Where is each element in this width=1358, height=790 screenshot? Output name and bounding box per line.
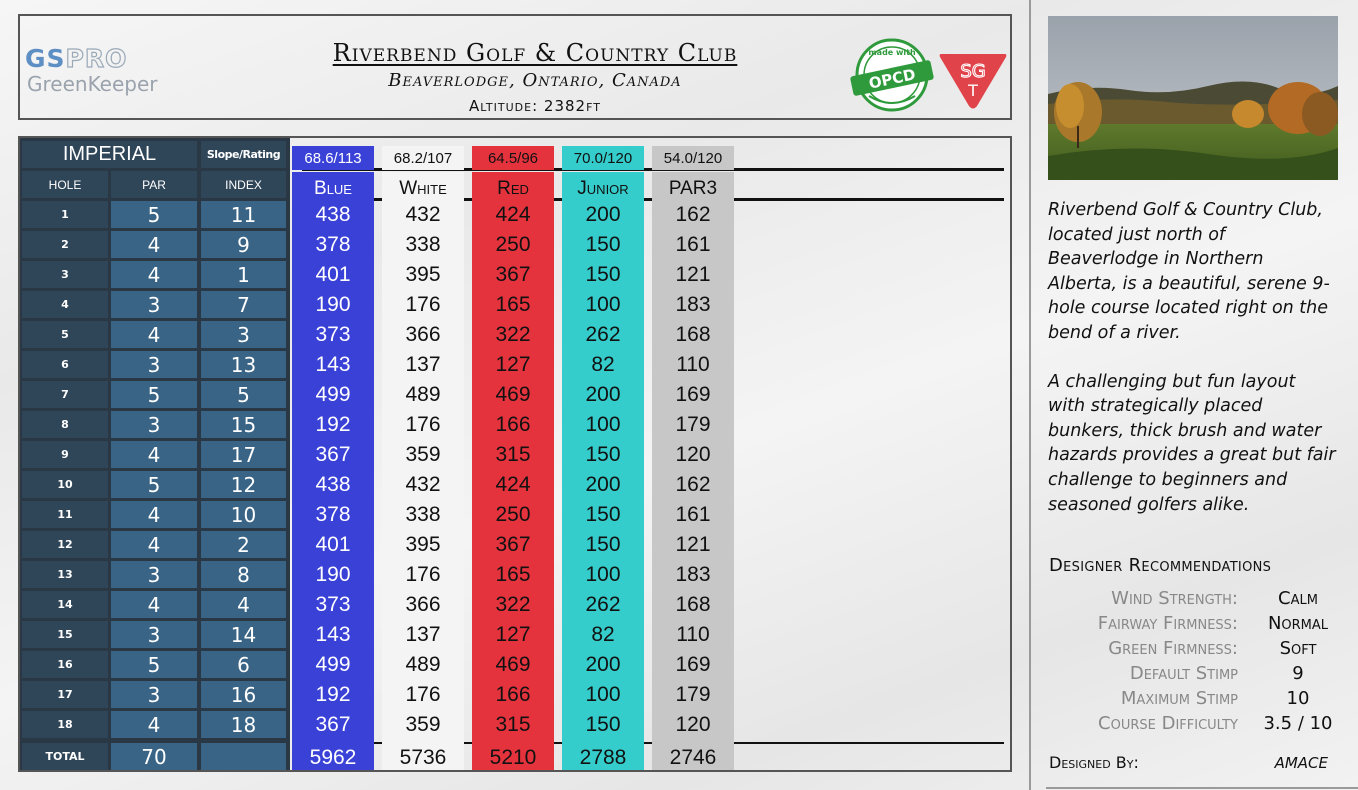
hole-index: 16 bbox=[201, 681, 286, 708]
recommendations-title: Designer Recommendations bbox=[1049, 555, 1272, 576]
tee-yardage: 366 bbox=[405, 323, 441, 346]
tee-yardage: 143 bbox=[315, 353, 351, 376]
tee-yardage: 262 bbox=[585, 323, 621, 346]
tee-yardage: 110 bbox=[676, 353, 710, 376]
hole-number: 9 bbox=[22, 441, 108, 468]
tee-rating: 64.5/96 bbox=[472, 146, 554, 170]
tee-yardage: 137 bbox=[405, 353, 441, 376]
tee-yardage: 168 bbox=[675, 593, 711, 616]
tee-yardage: 169 bbox=[675, 653, 711, 676]
tee-yardage: 161 bbox=[675, 233, 711, 256]
tee-yardage: 82 bbox=[591, 623, 615, 646]
gspro-logo-gs: GS bbox=[25, 44, 66, 73]
sgt-logo-t: T bbox=[968, 81, 978, 100]
tee-yardage: 192 bbox=[315, 683, 351, 706]
hole-number: 2 bbox=[22, 231, 108, 258]
hole-par: 4 bbox=[111, 591, 197, 618]
tee-yardage: 373 bbox=[315, 323, 351, 346]
hole-par: 5 bbox=[111, 651, 197, 678]
tee-yardage: 192 bbox=[315, 413, 351, 436]
hole-par: 5 bbox=[111, 381, 197, 408]
tee-yardage: 190 bbox=[315, 293, 351, 316]
hole-number: 12 bbox=[22, 531, 108, 558]
tee-yardage: 100 bbox=[585, 563, 621, 586]
tee-yardage: 250 bbox=[495, 503, 531, 526]
hole-index: 12 bbox=[201, 471, 286, 498]
hole-header: HOLE bbox=[22, 171, 108, 198]
recommendation-row bbox=[1040, 713, 1350, 738]
hole-number: 16 bbox=[22, 651, 108, 678]
index-header: INDEX bbox=[201, 171, 286, 198]
tee-name: PAR3 bbox=[668, 178, 718, 199]
recommendation-row bbox=[1040, 638, 1350, 663]
tee-yardage: 190 bbox=[315, 563, 351, 586]
tee-yardage: 367 bbox=[315, 443, 351, 466]
tee-yardage: 338 bbox=[405, 233, 441, 256]
tee-name: Blue bbox=[314, 178, 352, 199]
hole-number: 8 bbox=[22, 411, 108, 438]
description-paragraph-2: A challenging but fun layout with strategically placed bunkers, thick brush and water hazards provides a great but fair challenge to beginners and seasoned golfers alike. bbox=[1048, 371, 1336, 515]
tee-yardage: 315 bbox=[495, 443, 531, 466]
hole-number: 5 bbox=[22, 321, 108, 348]
sgt-logo-text: SG bbox=[960, 61, 986, 82]
tee-total: 2788 bbox=[579, 746, 627, 769]
tee-rating: 68.6/113 bbox=[292, 146, 374, 170]
hole-index: 4 bbox=[201, 591, 286, 618]
scorecard-header bbox=[18, 14, 1012, 120]
hole-index: 13 bbox=[201, 351, 286, 378]
course-name: Riverbend Golf & Country Club bbox=[332, 39, 738, 67]
tee-yardage: 150 bbox=[585, 443, 621, 466]
tee-yardage: 367 bbox=[495, 263, 531, 286]
hole-index: 8 bbox=[201, 561, 286, 588]
tee-yardage: 176 bbox=[405, 413, 441, 436]
opcd-badge-text: OPCD bbox=[867, 65, 918, 93]
tee-yardage: 127 bbox=[495, 353, 531, 376]
course-altitude: Altitude: 2382ft bbox=[469, 97, 601, 115]
slope-rating-label: Slope/Rating bbox=[201, 141, 286, 168]
hole-par: 4 bbox=[111, 231, 197, 258]
hole-number: 7 bbox=[22, 381, 108, 408]
hole-index: 6 bbox=[201, 651, 286, 678]
recommendation-label: Green Firmness: bbox=[1108, 638, 1238, 659]
opcd-badge-icon bbox=[849, 38, 935, 112]
tee-column-par3 bbox=[652, 142, 734, 770]
designed-by-label: Designed By: bbox=[1049, 753, 1139, 772]
tee-yardage: 162 bbox=[675, 203, 711, 226]
tee-yardage: 367 bbox=[315, 713, 351, 736]
recommendation-row bbox=[1040, 688, 1350, 713]
hole-number: 15 bbox=[22, 621, 108, 648]
tee-yardage: 438 bbox=[315, 473, 351, 496]
recommendation-value: 3.5 / 10 bbox=[1263, 713, 1333, 734]
gspro-logo-pro: PRO bbox=[65, 44, 128, 73]
hole-number: 1 bbox=[22, 201, 108, 228]
tee-yardage: 165 bbox=[495, 293, 531, 316]
tee-yardage: 395 bbox=[405, 533, 441, 556]
hole-index: 17 bbox=[201, 441, 286, 468]
greenkeeper-logo: GreenKeeper bbox=[27, 72, 158, 96]
unit-label: IMPERIAL bbox=[22, 141, 197, 168]
tee-yardage: 82 bbox=[591, 353, 615, 376]
tee-rating: 70.0/120 bbox=[562, 146, 644, 170]
recommendation-label: Wind Strength: bbox=[1111, 588, 1238, 609]
tee-column-junior bbox=[562, 142, 644, 770]
hole-par: 3 bbox=[111, 411, 197, 438]
tee-yardage: 183 bbox=[675, 293, 711, 316]
tee-yardage: 315 bbox=[495, 713, 531, 736]
index-total-empty bbox=[201, 743, 286, 770]
hole-index: 10 bbox=[201, 501, 286, 528]
tee-yardage: 100 bbox=[585, 683, 621, 706]
hole-index: 3 bbox=[201, 321, 286, 348]
title-block bbox=[200, 38, 870, 118]
recommendation-value: 9 bbox=[1292, 663, 1304, 684]
tee-yardage: 176 bbox=[405, 683, 441, 706]
hole-par: 4 bbox=[111, 261, 197, 288]
tee-yardage: 150 bbox=[585, 263, 621, 286]
tee-yardage: 121 bbox=[675, 533, 711, 556]
tee-yardage: 489 bbox=[405, 653, 441, 676]
hole-number: 17 bbox=[22, 681, 108, 708]
tee-yardage: 127 bbox=[495, 623, 531, 646]
tee-yardage: 432 bbox=[405, 473, 441, 496]
tee-yardage: 322 bbox=[495, 323, 531, 346]
tee-yardage: 100 bbox=[585, 293, 621, 316]
hole-index: 14 bbox=[201, 621, 286, 648]
hole-index: 18 bbox=[201, 711, 286, 738]
opcd-badge-top-text: made with bbox=[868, 48, 916, 57]
hole-par: 3 bbox=[111, 681, 197, 708]
tee-yardage: 150 bbox=[585, 233, 621, 256]
tee-yardage: 179 bbox=[675, 413, 711, 436]
tee-yardage: 424 bbox=[495, 203, 531, 226]
tee-yardage: 366 bbox=[405, 593, 441, 616]
tee-yardage: 359 bbox=[405, 443, 441, 466]
tee-column-white bbox=[382, 142, 464, 770]
tee-yardage: 143 bbox=[315, 623, 351, 646]
tee-rating: 54.0/120 bbox=[652, 146, 734, 170]
hole-index: 5 bbox=[201, 381, 286, 408]
hole-number: 10 bbox=[22, 471, 108, 498]
recommendation-row bbox=[1040, 613, 1350, 638]
tee-yardage: 250 bbox=[495, 233, 531, 256]
tee-yardage: 176 bbox=[405, 293, 441, 316]
hole-par: 5 bbox=[111, 201, 197, 228]
tee-total: 5736 bbox=[399, 746, 447, 769]
scorecard-table bbox=[18, 136, 1012, 772]
hole-number: 4 bbox=[22, 291, 108, 318]
hole-par: 4 bbox=[111, 501, 197, 528]
recommendation-row bbox=[1040, 663, 1350, 688]
tee-yardage: 120 bbox=[675, 713, 711, 736]
hole-index: 1 bbox=[201, 261, 286, 288]
recommendation-value: Calm bbox=[1278, 588, 1318, 609]
tee-yardage: 200 bbox=[585, 653, 621, 676]
recommendation-value: Normal bbox=[1267, 613, 1329, 634]
tee-name: Junior bbox=[577, 178, 629, 199]
tee-yardage: 162 bbox=[675, 473, 711, 496]
course-description bbox=[1048, 198, 1338, 517]
tee-yardage: 120 bbox=[675, 443, 711, 466]
tee-yardage: 179 bbox=[675, 683, 711, 706]
tee-yardage: 401 bbox=[315, 533, 351, 556]
tee-yardage: 359 bbox=[405, 713, 441, 736]
recommendation-row bbox=[1040, 588, 1350, 613]
tee-yardage: 150 bbox=[585, 533, 621, 556]
hole-par: 4 bbox=[111, 711, 197, 738]
tee-yardage: 373 bbox=[315, 593, 351, 616]
tee-yardage: 137 bbox=[405, 623, 441, 646]
description-paragraph-1: Riverbend Golf & Country Club, located just north of Beaverlodge in Northern Alberta, is a beautiful, serene 9-hole course located right on the bend of a river. bbox=[1048, 200, 1330, 343]
tee-yardage: 469 bbox=[495, 383, 531, 406]
hole-number: 18 bbox=[22, 711, 108, 738]
recommendation-value: Soft bbox=[1279, 638, 1317, 659]
tee-yardage: 401 bbox=[315, 263, 351, 286]
hole-par: 3 bbox=[111, 561, 197, 588]
recommendation-label: Course Difficulty bbox=[1098, 713, 1238, 734]
tee-yardage: 110 bbox=[676, 623, 710, 646]
tee-name: Red bbox=[497, 178, 529, 199]
tee-yardage: 499 bbox=[315, 383, 351, 406]
recommendation-label: Fairway Firmness: bbox=[1097, 613, 1238, 634]
hole-par: 4 bbox=[111, 531, 197, 558]
hole-index: 15 bbox=[201, 411, 286, 438]
tee-yardage: 166 bbox=[495, 413, 531, 436]
tee-yardage: 395 bbox=[405, 263, 441, 286]
tee-yardage: 322 bbox=[495, 593, 531, 616]
recommendation-label: Default Stimp bbox=[1129, 663, 1238, 684]
tee-total: 5962 bbox=[309, 746, 357, 769]
tee-yardage: 121 bbox=[675, 263, 711, 286]
hole-number: 11 bbox=[22, 501, 108, 528]
tee-yardage: 367 bbox=[495, 533, 531, 556]
recommendation-label: Maximum Stimp bbox=[1120, 688, 1238, 709]
tee-yardage: 165 bbox=[495, 563, 531, 586]
hole-par: 3 bbox=[111, 351, 197, 378]
tee-yardage: 200 bbox=[585, 203, 621, 226]
tee-column-blue bbox=[292, 142, 374, 770]
tee-yardage: 262 bbox=[585, 593, 621, 616]
hole-number: 13 bbox=[22, 561, 108, 588]
tee-yardage: 499 bbox=[315, 653, 351, 676]
tee-column-red bbox=[472, 142, 554, 770]
hole-index: 11 bbox=[201, 201, 286, 228]
tee-yardage: 200 bbox=[585, 383, 621, 406]
tee-yardage: 469 bbox=[495, 653, 531, 676]
hole-number: 3 bbox=[22, 261, 108, 288]
tee-yardage: 183 bbox=[675, 563, 711, 586]
tee-rating: 68.2/107 bbox=[382, 146, 464, 170]
tee-yardage: 489 bbox=[405, 383, 441, 406]
tee-yardage: 432 bbox=[405, 203, 441, 226]
tee-yardage: 200 bbox=[585, 473, 621, 496]
par-total: 70 bbox=[111, 743, 197, 770]
tee-yardage: 150 bbox=[585, 503, 621, 526]
hole-par: 3 bbox=[111, 291, 197, 318]
tee-yardage: 378 bbox=[315, 503, 351, 526]
hole-index: 9 bbox=[201, 231, 286, 258]
vertical-divider bbox=[1029, 0, 1031, 790]
tee-yardage: 176 bbox=[405, 563, 441, 586]
tee-yardage: 438 bbox=[315, 203, 351, 226]
tee-yardage: 161 bbox=[675, 503, 711, 526]
hole-index: 7 bbox=[201, 291, 286, 318]
tee-yardage: 378 bbox=[315, 233, 351, 256]
course-photo bbox=[1048, 16, 1338, 180]
recommendation-value: 10 bbox=[1286, 688, 1310, 709]
tee-name: White bbox=[399, 178, 447, 199]
hole-par: 4 bbox=[111, 441, 197, 468]
total-label: TOTAL bbox=[22, 743, 108, 770]
tee-total: 5210 bbox=[489, 746, 537, 769]
hole-par: 3 bbox=[111, 621, 197, 648]
hole-number: 6 bbox=[22, 351, 108, 378]
tee-yardage: 100 bbox=[585, 413, 621, 436]
course-location: Beaverlodge, Ontario, Canada bbox=[388, 70, 682, 91]
hole-number: 14 bbox=[22, 591, 108, 618]
hole-index: 2 bbox=[201, 531, 286, 558]
tee-yardage: 150 bbox=[585, 713, 621, 736]
gspro-logo bbox=[25, 44, 127, 73]
tee-yardage: 424 bbox=[495, 473, 531, 496]
hole-par: 4 bbox=[111, 321, 197, 348]
tee-total: 2746 bbox=[669, 746, 717, 769]
tee-yardage: 338 bbox=[405, 503, 441, 526]
bottom-divider bbox=[1046, 787, 1358, 789]
hole-par: 5 bbox=[111, 471, 197, 498]
sgt-logo-icon bbox=[937, 46, 1009, 110]
tee-yardage: 169 bbox=[675, 383, 711, 406]
tee-yardage: 168 bbox=[675, 323, 711, 346]
designed-by-value: AMACE bbox=[1274, 754, 1328, 772]
par-header: PAR bbox=[111, 171, 197, 198]
tee-yardage: 166 bbox=[495, 683, 531, 706]
